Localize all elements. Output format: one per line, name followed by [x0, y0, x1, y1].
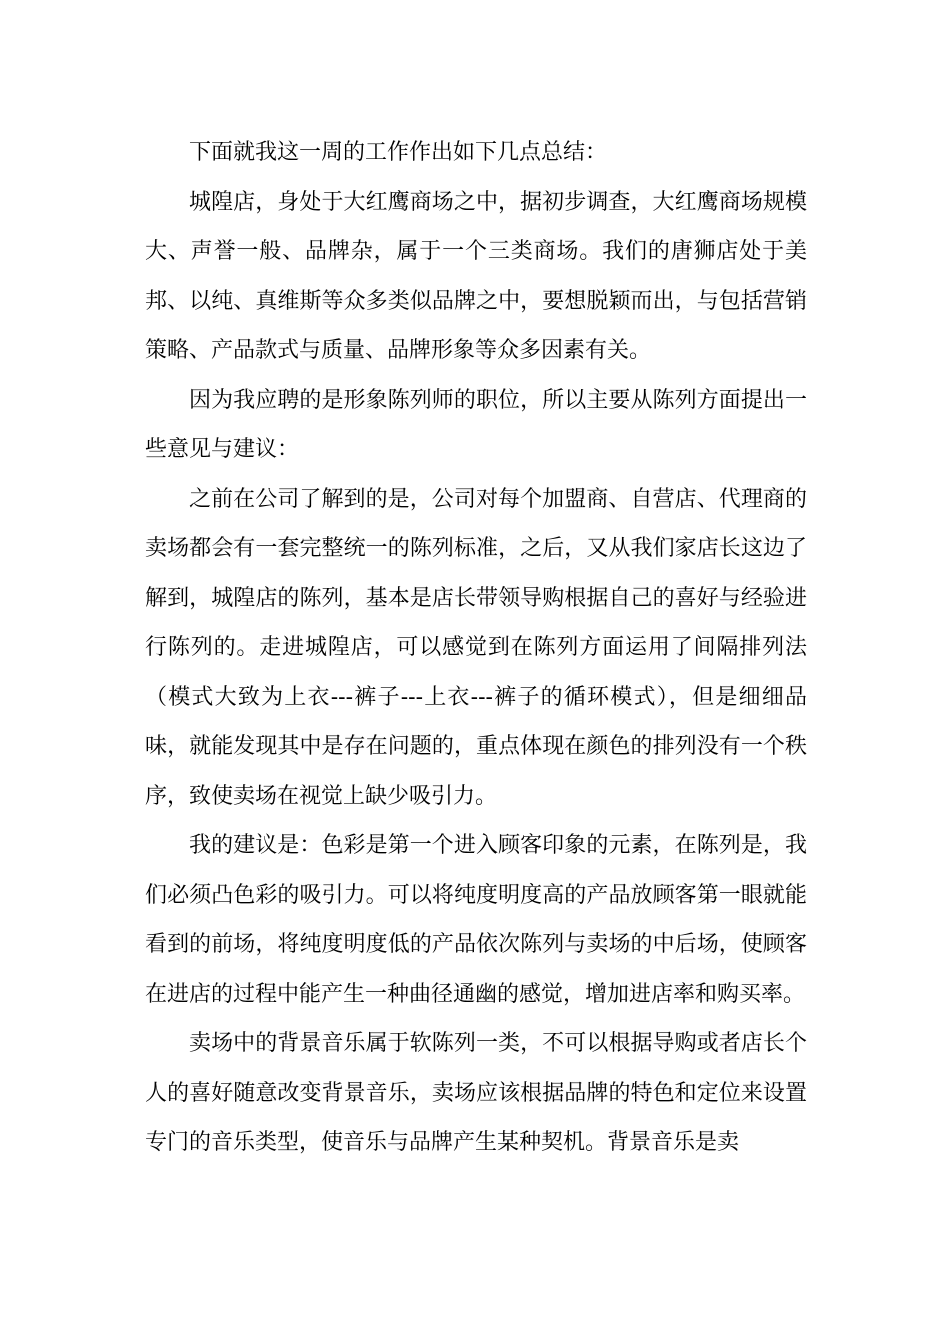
paragraph-color-suggestion: 我的建议是：色彩是第一个进入顾客印象的元素，在陈列是，我们必须凸色彩的吸引力。可以将纯度明度高的产品放顾客第一眼就能看到的前场，将纯度明度低的产品依次陈列与卖场的中后场，使顾客在进店的过程中能产生一种曲径通幽的感觉，增加进店率和购买率。 — [145, 833, 807, 1007]
paragraph-intro: 下面就我这一周的工作作出如下几点总结： — [189, 140, 608, 165]
paragraph-store-overview: 城隍店，身处于大红鹰商场之中，据初步调查，大红鹰商场规模大、声誉一般、品牌杂，属于一个三类商场。我们的唐狮店处于美邦、以纯、真维斯等众多类似品牌之中，要想脱颖而出，与包括营销策略、产品款式与质量、品牌形象等众多因素有关。 — [145, 189, 807, 363]
paragraph-position: 因为我应聘的是形象陈列师的职位，所以主要从陈列方面提出一些意见与建议： — [145, 387, 807, 462]
paragraph-display-issues: 之前在公司了解到的是，公司对每个加盟商、自营店、代理商的卖场都会有一套完整统一的陈列标准，之后，又从我们家店长这边了解到，城隍店的陈列，基本是店长带领导购根据自己的喜好与经验进行陈列的。走进城隍店，可以感觉到在陈列方面运用了间隔排列法（模式大致为上衣---裤子---上衣---裤子的循环模式），但是细细品味，就能发现其中是存在问题的，重点体现在颜色的排列没有一个秩序，致使卖场在视觉上缺少吸引力。 — [145, 486, 807, 809]
document-body — [145, 128, 807, 1168]
paragraph-background-music: 卖场中的背景音乐属于软陈列一类，不可以根据导购或者店长个人的喜好随意改变背景音乐，卖场应该根据品牌的特色和定位来设置专门的音乐类型，使音乐与品牌产生某种契机。背景音乐是卖 — [145, 1031, 807, 1155]
